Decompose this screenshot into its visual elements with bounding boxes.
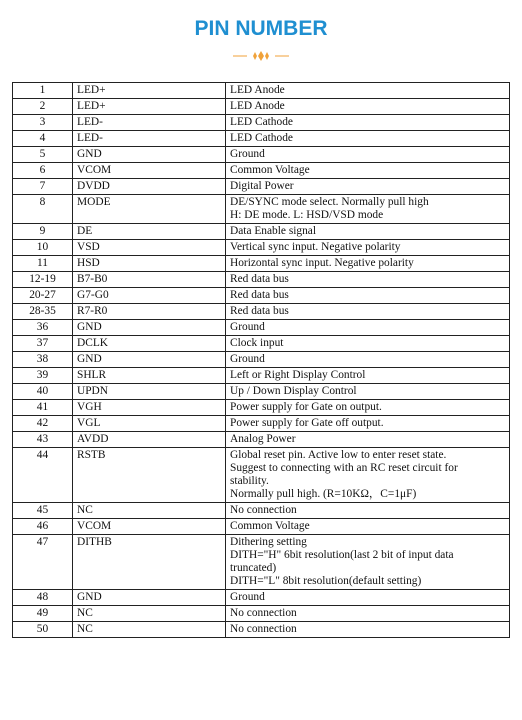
description-line: Dithering setting [230, 536, 307, 548]
table-row [13, 195, 510, 224]
description-line: Ground [230, 321, 265, 333]
table-row [13, 590, 510, 606]
pin-description [226, 400, 510, 416]
pin-description [226, 368, 510, 384]
pin-symbol: NC [73, 622, 226, 638]
table-row [13, 272, 510, 288]
description-line: Global reset pin. Active low to enter reset state. [230, 449, 447, 461]
pin-symbol: SHLR [73, 368, 226, 384]
table-row [13, 115, 510, 131]
pin-description [226, 147, 510, 163]
table-row [13, 352, 510, 368]
page-header [0, 0, 522, 80]
pin-description [226, 163, 510, 179]
pin-description [226, 606, 510, 622]
table-row [13, 503, 510, 519]
pin-number: 37 [13, 336, 73, 352]
pin-symbol: LED+ [73, 83, 226, 99]
pin-number: 6 [13, 163, 73, 179]
table-row [13, 336, 510, 352]
pin-number: 46 [13, 519, 73, 535]
pin-symbol: HSD [73, 256, 226, 272]
pin-number: 4 [13, 131, 73, 147]
pin-description [226, 179, 510, 195]
pin-number: 44 [13, 448, 73, 503]
table-row [13, 288, 510, 304]
pin-description [226, 622, 510, 638]
table-row [13, 179, 510, 195]
pin-number: 38 [13, 352, 73, 368]
pin-symbol: VGH [73, 400, 226, 416]
description-line: Digital Power [230, 180, 294, 192]
table-row [13, 304, 510, 320]
pin-number: 41 [13, 400, 73, 416]
description-line: Red data bus [230, 289, 289, 301]
pin-symbol: NC [73, 503, 226, 519]
pin-number: 49 [13, 606, 73, 622]
pin-number: 12-19 [13, 272, 73, 288]
table-row [13, 224, 510, 240]
table-row [13, 240, 510, 256]
pin-symbol: MODE [73, 195, 226, 224]
description-line: Normally pull high. (R=10KΩ，C=1μF) [230, 488, 417, 500]
table-row [13, 622, 510, 638]
pin-number: 42 [13, 416, 73, 432]
pin-symbol: VGL [73, 416, 226, 432]
pin-description [226, 384, 510, 400]
pin-number: 1 [13, 83, 73, 99]
pin-description [226, 448, 510, 503]
description-line: DE/SYNC mode select. Normally pull high [230, 196, 429, 208]
pin-symbol: VCOM [73, 163, 226, 179]
table-row [13, 519, 510, 535]
pin-number: 5 [13, 147, 73, 163]
pin-symbol: NC [73, 606, 226, 622]
description-line: DITH="H" 6bit resolution(last 2 bit of input data [230, 549, 454, 561]
pin-description [226, 590, 510, 606]
pin-number: 9 [13, 224, 73, 240]
description-line: Up / Down Display Control [230, 385, 357, 397]
description-line: DITH="L" 8bit resolution(default setting) [230, 575, 422, 587]
pin-number: 3 [13, 115, 73, 131]
table-row [13, 606, 510, 622]
pin-symbol: GND [73, 352, 226, 368]
description-line: LED Anode [230, 84, 285, 96]
pin-description [226, 336, 510, 352]
pin-description [226, 320, 510, 336]
pin-symbol: UPDN [73, 384, 226, 400]
description-line: No connection [230, 623, 297, 635]
pin-number: 2 [13, 99, 73, 115]
description-line: Horizontal sync input. Negative polarity [230, 257, 414, 269]
description-line: H: DE mode. L: HSD/VSD mode [230, 209, 384, 221]
description-line: Vertical sync input. Negative polarity [230, 241, 401, 253]
pin-symbol: LED+ [73, 99, 226, 115]
pin-symbol: LED- [73, 131, 226, 147]
table-row [13, 163, 510, 179]
description-line: Clock input [230, 337, 284, 349]
description-line: Data Enable signal [230, 225, 317, 237]
pin-description [226, 304, 510, 320]
pin-number: 10 [13, 240, 73, 256]
pin-number: 48 [13, 590, 73, 606]
pin-number: 36 [13, 320, 73, 336]
pin-symbol: AVDD [73, 432, 226, 448]
table-row [13, 147, 510, 163]
page-title: PIN NUMBER [194, 17, 328, 40]
table-row [13, 368, 510, 384]
pin-symbol: B7-B0 [73, 272, 226, 288]
pin-number: 50 [13, 622, 73, 638]
pin-description [226, 99, 510, 115]
pin-description [226, 256, 510, 272]
pin-table [12, 82, 510, 638]
pin-description [226, 432, 510, 448]
pin-symbol: VCOM [73, 519, 226, 535]
description-line: LED Cathode [230, 132, 293, 144]
description-line: stability. [230, 475, 269, 487]
pin-number: 8 [13, 195, 73, 224]
pin-number: 20-27 [13, 288, 73, 304]
pin-description [226, 519, 510, 535]
description-line: Ground [230, 591, 265, 603]
table-row [13, 416, 510, 432]
pin-description [226, 115, 510, 131]
description-line: Ground [230, 353, 265, 365]
description-line: LED Cathode [230, 116, 293, 128]
pin-description [226, 240, 510, 256]
pin-table-body [13, 83, 510, 638]
pin-number: 11 [13, 256, 73, 272]
description-line: Left or Right Display Control [230, 369, 366, 381]
pin-description [226, 195, 510, 224]
table-row [13, 83, 510, 99]
description-line: Red data bus [230, 305, 289, 317]
pin-symbol: DCLK [73, 336, 226, 352]
pin-symbol: GND [73, 320, 226, 336]
pin-number: 45 [13, 503, 73, 519]
description-line: LED Anode [230, 100, 285, 112]
table-row [13, 131, 510, 147]
pin-symbol: GND [73, 590, 226, 606]
pin-symbol: RSTB [73, 448, 226, 503]
pin-number: 39 [13, 368, 73, 384]
pin-description [226, 131, 510, 147]
pin-symbol: DE [73, 224, 226, 240]
pin-symbol: G7-G0 [73, 288, 226, 304]
pin-description [226, 503, 510, 519]
description-line: Analog Power [230, 433, 296, 445]
pin-symbol: LED- [73, 115, 226, 131]
table-row [13, 99, 510, 115]
pin-symbol: VSD [73, 240, 226, 256]
table-row [13, 320, 510, 336]
table-row [13, 535, 510, 590]
pin-description [226, 83, 510, 99]
pin-description [226, 416, 510, 432]
description-line: Common Voltage [230, 164, 310, 176]
pin-number: 28-35 [13, 304, 73, 320]
description-line: Power supply for Gate on output. [230, 401, 382, 413]
pin-number: 7 [13, 179, 73, 195]
table-row [13, 400, 510, 416]
table-row [13, 448, 510, 503]
table-row [13, 256, 510, 272]
table-row [13, 432, 510, 448]
pin-description [226, 352, 510, 368]
pin-description [226, 535, 510, 590]
description-line: truncated) [230, 562, 277, 574]
description-line: Power supply for Gate off output. [230, 417, 384, 429]
description-line: Common Voltage [230, 520, 310, 532]
pin-description [226, 224, 510, 240]
pin-symbol: R7-R0 [73, 304, 226, 320]
description-line: Red data bus [230, 273, 289, 285]
pin-number: 47 [13, 535, 73, 590]
pin-symbol: DVDD [73, 179, 226, 195]
description-line: No connection [230, 504, 297, 516]
description-line: Suggest to connecting with an RC reset circuit for [230, 462, 458, 474]
pin-number: 40 [13, 384, 73, 400]
pin-symbol: DITHB [73, 535, 226, 590]
description-line: No connection [230, 607, 297, 619]
table-row [13, 384, 510, 400]
description-line: Ground [230, 148, 265, 160]
pin-description [226, 288, 510, 304]
pin-symbol: GND [73, 147, 226, 163]
title-ornament-icon [233, 50, 289, 62]
pin-description [226, 272, 510, 288]
pin-number: 43 [13, 432, 73, 448]
